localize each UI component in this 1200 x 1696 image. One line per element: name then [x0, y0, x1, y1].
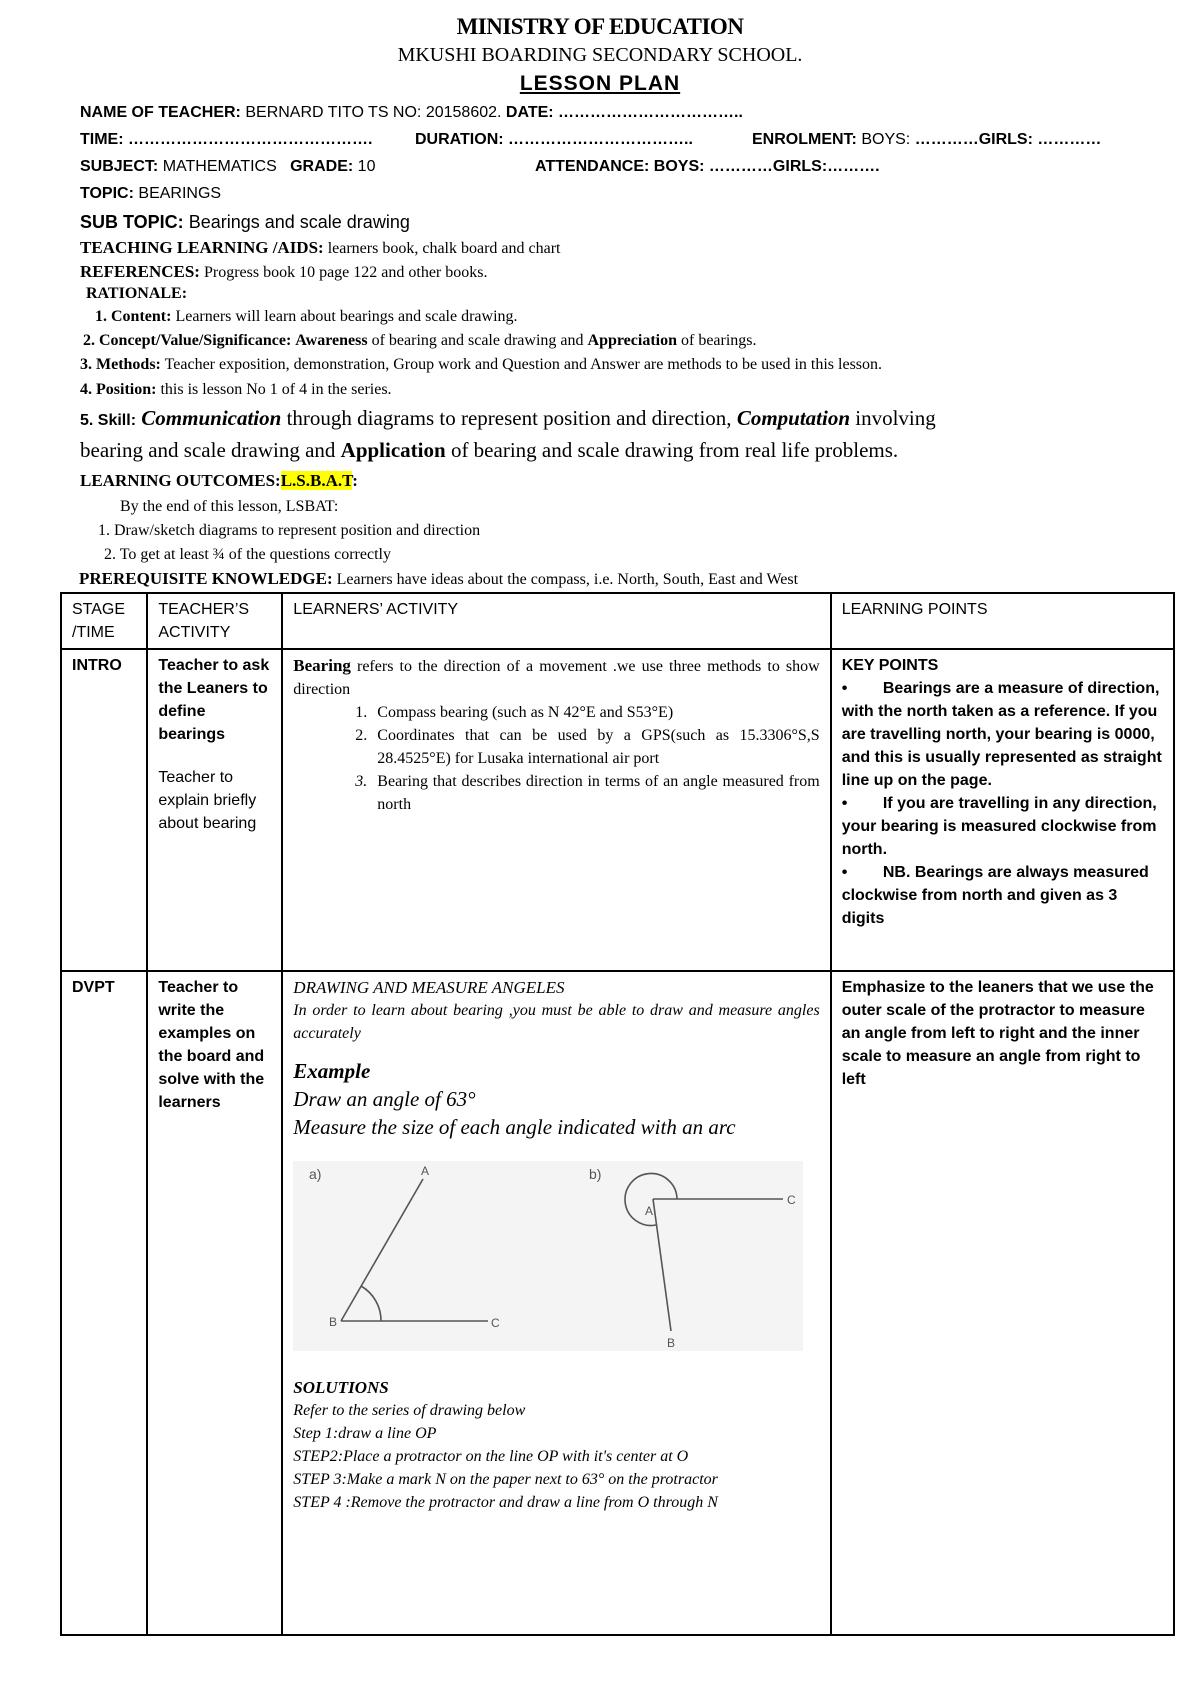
content-value: Learners will learn about bearings and scale drawing.	[175, 308, 518, 325]
intro-learner-text	[293, 654, 819, 701]
skill-line-2	[80, 438, 898, 463]
table-row-intro	[61, 649, 1174, 971]
dvpt-intro: In order to learn about bearing ,you must be able to draw and measure angles accurately	[293, 1002, 820, 1042]
step-3: STEP 3:Make a mark N on the paper next to 63° on the protractor	[293, 1471, 718, 1488]
skill-text-1: through diagrams to represent position and direction,	[286, 406, 732, 430]
content-label: 1. Content:	[95, 308, 172, 325]
methods-value: Teacher exposition, demonstration, Group work and Question and Answer are methods to be used in this lesson.	[164, 356, 883, 373]
intro-points-cell	[831, 649, 1174, 971]
subject-label: SUBJECT:	[80, 158, 159, 175]
skill-text-3: bearing and scale drawing and	[80, 438, 336, 462]
concept-text-2: of bearings.	[681, 332, 757, 349]
concept-line	[83, 332, 757, 350]
dvpt-teacher: Teacher to write the examples on the board and solve with the learners	[147, 971, 282, 1635]
label-b: b)	[589, 1166, 602, 1182]
intro-teacher-cell	[147, 649, 282, 971]
subject-value: MATHEMATICS	[162, 158, 277, 175]
key-point-text: If you are travelling in any direction, your bearing is measured clockwise from north.	[841, 795, 1157, 858]
enrolment-boys: BOYS:	[861, 131, 911, 148]
intro-teacher-2: Teacher to explain briefly about bearing	[158, 769, 257, 832]
enrolment-girls-value: …………	[1037, 131, 1102, 148]
list-item: 1. Compass bearing (such as N 42°E and S53°E)	[371, 701, 819, 724]
table-header-row	[61, 593, 1174, 649]
references-value: Progress book 10 page 122 and other books.	[203, 264, 488, 281]
teacher-line	[80, 104, 743, 122]
bearing-term: Bearing	[293, 656, 351, 675]
subtopic-label: SUB TOPIC:	[80, 212, 184, 232]
step-4: STEP 4 :Remove the protractor and draw a line from O through N	[293, 1494, 718, 1511]
table-row-dvpt	[61, 971, 1174, 1635]
header-teacher: TEACHER’S ACTIVITY	[147, 593, 282, 649]
attendance: ATTENDANCE: BOYS: …………GIRLS:……….	[535, 158, 880, 175]
ministry-title: MINISTRY OF EDUCATION	[456, 14, 744, 39]
lesson-table	[60, 592, 1175, 1636]
subtopic-line	[80, 212, 410, 233]
dvpt-learners-cell	[282, 971, 830, 1635]
key-point-text: Bearings are a measure of direction, with the north taken as a reference. If you are travelling north, your bearing is 0000, and this is usually represented as straight line up on the page.	[841, 680, 1162, 789]
list-item-text: Bearing that describes direction in terms of an angle measured from north	[377, 773, 820, 813]
skill-text-4: of bearing and scale drawing from real life problems.	[450, 438, 899, 462]
skill-application: Application	[340, 438, 446, 462]
prereq-value: Learners have ideas about the compass, i.e. North, South, East and West	[336, 571, 799, 588]
prereq-label: PREREQUISITE KNOWLEDGE:	[79, 569, 333, 588]
date-label: DATE: ……………………………..	[505, 104, 743, 121]
time-line	[80, 131, 1175, 149]
angle-b-diagram	[625, 1173, 783, 1331]
enrolment-label: ENROLMENT:	[752, 131, 857, 148]
bullet-icon: •	[841, 680, 848, 697]
label-a-A: A	[421, 1164, 430, 1178]
position-line	[80, 381, 392, 399]
concept-text-1: of bearing and scale drawing and	[371, 332, 584, 349]
label-b-A: A	[645, 1204, 654, 1218]
step-1: Step 1:draw a line OP	[293, 1425, 437, 1442]
concept-awareness: Awareness	[295, 332, 368, 349]
grade-value: 10	[357, 158, 376, 175]
references-label: REFERENCES:	[80, 262, 200, 281]
methods-line	[80, 356, 882, 374]
time-value: ……………………………………….	[128, 131, 373, 148]
time-label: TIME:	[80, 131, 124, 148]
position-value: this is lesson No 1 of 4 in the series.	[160, 381, 392, 398]
grade-label: GRADE:	[290, 158, 354, 175]
skill-label: 5. Skill:	[80, 412, 137, 429]
bullet-icon: •	[841, 795, 848, 812]
teacher-label: NAME OF TEACHER:	[80, 104, 241, 121]
list-item: 2. Coordinates that can be used by a GPS(such as 15.3306°S,S 28.4525°E) for Lusaka international air port	[371, 724, 819, 770]
intro-teacher-1: Teacher to ask the Leaners to define bearings	[158, 657, 270, 743]
outcomes-colon: :	[352, 471, 358, 490]
angle-b-line-ab	[653, 1199, 671, 1331]
key-point	[842, 861, 1163, 930]
step-2: STEP2:Place a protractor on the line OP with it's center at O	[293, 1448, 689, 1465]
key-point-text: NB. Bearings are always measured clockwise from north and given as 3 digits	[841, 864, 1149, 927]
outcomes-label: LEARNING OUTCOMES:	[80, 471, 281, 490]
outcomes-highlight: L.S.B.A.T	[280, 471, 353, 490]
aids-value: learners book, chalk board and chart	[327, 240, 561, 257]
key-points-title: KEY POINTS	[841, 657, 939, 674]
outcomes-line	[80, 471, 358, 491]
key-point	[842, 792, 1163, 861]
outcome-2: 2. To get at least ¾ of the questions correctly	[104, 546, 391, 563]
label-a-B: B	[329, 1315, 338, 1329]
example-title: Example	[293, 1059, 371, 1083]
dvpt-points: Emphasize to the leaners that we use the outer scale of the protractor to measure an angle from left to right and the inner scale to measure an angle from right to left	[831, 971, 1174, 1635]
angle-diagram	[293, 1161, 803, 1351]
intro-stage: INTRO	[61, 649, 147, 971]
list-item	[371, 770, 819, 816]
dvpt-heading: DRAWING AND MEASURE ANGELES	[293, 978, 565, 997]
position-label: 4. Position:	[80, 381, 157, 398]
example-2: Measure the size of each angle indicated with an arc	[293, 1115, 736, 1139]
duration-value: ……………………………..	[508, 131, 693, 148]
enrolment-boys-value: …………GIRLS:	[914, 131, 1033, 148]
label-b-B: B	[667, 1336, 676, 1350]
concept-appreciation: Appreciation	[587, 332, 677, 349]
header-learners: LEARNERS’ ACTIVITY	[282, 593, 830, 649]
header-stage: STAGE /TIME	[61, 593, 147, 649]
prereq-line	[79, 569, 798, 589]
content-line	[95, 308, 518, 326]
skill-line-1	[80, 406, 936, 431]
label-a-C: C	[491, 1316, 500, 1330]
intro-learners-cell	[282, 649, 830, 971]
angle-a-diagram	[341, 1179, 488, 1321]
solutions-title: SOLUTIONS	[293, 1378, 389, 1397]
topic-line	[80, 185, 221, 203]
teacher-value: BERNARD TITO TS NO: 20158602.	[245, 104, 502, 121]
methods-label: 3. Methods:	[80, 356, 161, 373]
outcome-1: 1. Draw/sketch diagrams to represent position and direction	[98, 522, 481, 539]
subtopic-value: Bearings and scale drawing	[188, 212, 410, 232]
aids-line	[80, 238, 561, 258]
topic-value: BEARINGS	[138, 185, 222, 202]
references-line	[80, 262, 487, 282]
skill-communication: Communication	[141, 406, 282, 430]
subject-line	[80, 158, 880, 176]
solutions-intro: Refer to the series of drawing below	[293, 1402, 526, 1419]
label-a: a)	[309, 1166, 322, 1182]
bullet-icon: •	[841, 864, 848, 881]
bearing-definition: refers to the direction of a movement .we use three methods to show direction	[293, 658, 820, 698]
angle-a-arc	[361, 1286, 381, 1321]
header-points: LEARNING POINTS	[831, 593, 1174, 649]
skill-text-2: involving	[855, 406, 936, 430]
angle-a-line-ba	[341, 1179, 423, 1321]
duration-label: DURATION:	[415, 131, 504, 148]
label-b-C: C	[787, 1193, 796, 1207]
aids-label: TEACHING LEARNING /AIDS:	[80, 238, 324, 257]
dvpt-stage: DVPT	[61, 971, 147, 1635]
lesson-plan-title: LESSON PLAN	[519, 72, 681, 95]
skill-computation: Computation	[736, 406, 851, 430]
example-1: Draw an angle of 63°	[293, 1087, 476, 1111]
concept-label: 2. Concept/Value/Significance:	[83, 332, 292, 349]
bearing-methods-list	[293, 701, 819, 816]
key-point	[842, 677, 1163, 792]
school-name: MKUSHI BOARDING SECONDARY SCHOOL.	[397, 44, 803, 66]
rationale-label: RATIONALE:	[86, 285, 188, 302]
outcomes-intro: By the end of this lesson, LSBAT:	[120, 498, 339, 515]
topic-label: TOPIC:	[80, 185, 134, 202]
